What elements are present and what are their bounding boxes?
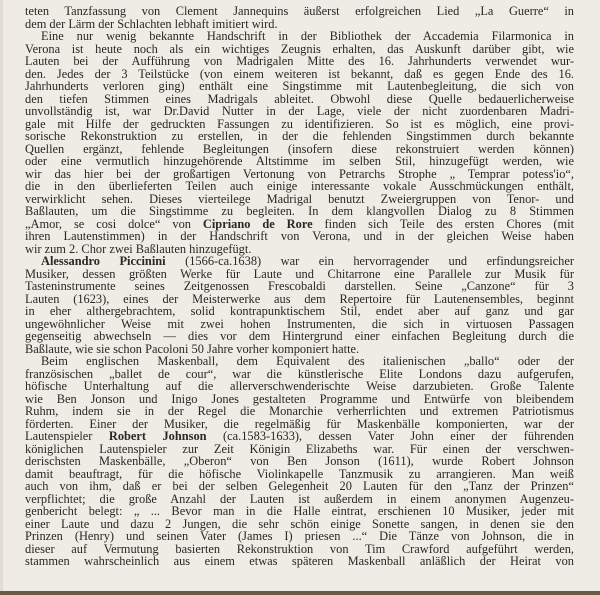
text-segment: wir zum 2. Chor zwei Baßlauten hinzugefügt. (25, 241, 252, 256)
text-segment: Lauten bei der Aufführung von Madrigalen Mitte des 16. Jahrhunderts verwendet wur- (25, 54, 574, 68)
text-segment: Beim englischen Maskenball, dem Equivalent des italienischen „ballo“ oder der (41, 354, 574, 368)
text-segment: „Amor, se cosi dolce“ von (25, 216, 203, 231)
text-segment: den tiefen Stimmen eines Madrigals ableitet. Obwohl diese Quelle bedauerlicherweise (25, 91, 574, 106)
text-segment: Lautenspieler (25, 429, 109, 443)
text-segment: genbericht belegt: „ ... Bevor man in die Halle eintrat, erschienen 10 Musiker, jeder mit (25, 504, 574, 518)
text-segment: (1566-ca.1638) war ein hervorragender und erfindungsreicher (165, 254, 574, 268)
text-segment: die in den überlieferten Teilen auch einige interessante vokale Ausschmückungen enthält, (25, 179, 574, 193)
text-segment: damit beauftragt, für die höfische Violinkapelle Tanzmusik zu arrangieren. Man weiß (25, 466, 574, 481)
page-edge (0, 0, 3, 595)
text-segment: Quellen ergänzt, fehlende Begleitungen (insofern diese rekonstruiert werden können) (25, 141, 574, 156)
text-segment: ihren Lautenstimmen) in der Handschrift von Verona, und in der gleichen Weise haben (25, 229, 574, 243)
text-segment: derischsten Maskenbälle, „Oberon“ von Ben Jonson (1611), wurde Robert Johnson (25, 454, 574, 468)
text-segment: Jahrhunderts verloren ging) enthält eine Singstimme mit Lautenbegleitung, die sich von (25, 79, 574, 93)
text-segment: (ca.1583-1633), dessen Vater John einer der führenden (206, 429, 574, 443)
text-segment: französischen „ballet de cour“, war die künstlerische Elite Londons dazu aufgerufen, (25, 366, 574, 381)
text-segment: Tasteninstrumente seines Zeitgenossen Frescobaldi darstellen. Seine „Canzone“ für 3 (25, 279, 574, 293)
text-segment: teten Tanzfassung von Clement Jannequins äußerst erfolgreichen Lied „La Guerre“ in (25, 4, 574, 18)
text-segment: gale mit Hilfe der gedruckten Fassungen zu identifizieren. So ist es möglich, eine provi- (25, 116, 574, 131)
text-segment: Eine nur wenig bekannte Handschrift in der Bibliothek der Accademia Filarmonica in (41, 29, 574, 43)
text-segment: den. Jedes der 3 Teilstücke (von einem weiteren ist bekannt, daß es gegen Ende des 16. (25, 66, 574, 81)
text-segment: höfische Unterhaltung auf die allerverschwenderischte Weise darzubieten. Große Talente (25, 379, 574, 393)
text-segment: dem der Lärm der Schlachten lebhaft imitiert wird. (25, 16, 278, 31)
bold-name: Cipriano de Rore (202, 216, 313, 231)
bold-name: Robert Johnson (108, 429, 207, 443)
text-segment: Prinzen (Henry) und seinen Vater (James I) priesen ...“ Die Tänze von Johnson, die in (25, 529, 574, 543)
page-bottom-edge (0, 591, 600, 595)
text-segment: verwirklicht sehen. Dieses vierteilege Madrigal benutzt Zweiergruppen von Tenor- und (25, 191, 574, 206)
text-segment: königlichen Lautenspieler zur Zeit Königin Elizabeths war. Für einen der verschwen- (25, 441, 574, 456)
text-segment: ungewöhnlicher Weise mit zwei hohen Instrumenten, die sich in virtuosen Passagen (25, 316, 574, 331)
text-segment: auch von ihm, daß er bei der selben Gelegenheit 20 Lauten für den „Tanz der Prinzen“ (25, 479, 574, 493)
text-segment: unvollständig ist, war Dr.David Nutter in der Lage, viele der nicht zuordenbaren Madri- (25, 104, 574, 118)
text-segment: wir das hier bei der großartigen Vertonung von Petrarchs Strophe „ Temprar potess'io“, (25, 166, 574, 181)
text-segment: Lauten (1623), eines der Meisterwerke aus dem Repertoire für Lautenensembles, beginnt (25, 291, 574, 306)
text-segment: verpflichtet; die große Anzahl der Lauten ist außerdem in einem anonymen Augenzeu- (25, 491, 574, 506)
text-segment: wie Ben Jonson und Inigo Jones gestalteten Programme und Entwürfe von bleibendem (25, 391, 574, 406)
text-segment: sorische Rekonstruktion zu erstellen, in der die fehlenden Singstimmen durch bekannte (25, 129, 574, 143)
text-segment: in eher althergebrachtem, solid kontrapunktischem Stil, endet aber auf ganz und gar (25, 304, 574, 318)
text-segment: Baßlauten, um die Singstimme zu begleiten. In dem klangvollen Dialog zu 8 Stimmen (25, 204, 574, 218)
text-segment: gegenseitig abwechseln — dies vor dem Hintergrund einer einfachen Begleitung durch die (25, 329, 574, 343)
text-segment: Verona ist heute noch als ein wichtiges Zeugnis erhalten, das Auskunft darüber gibt, wie (25, 41, 574, 56)
text-line (25, 555, 574, 568)
text-segment: stammen wahrscheinlich aus einem etwas späteren Maskenball anläßlich der Heirat von (25, 554, 574, 568)
text-segment: Musiker, dessen größten Werke für Laute und Chitarrone eine Parallele zur Musik für (25, 266, 574, 281)
document-text (25, 5, 574, 568)
bold-name: Alessandro Piccinini (41, 254, 166, 268)
text-segment: Ruhm, indem sie in der Regel die Monarchie verherrlichten und extremen Patriotismus (25, 404, 574, 418)
text-segment: förderten. Einer der Musiker, die regelmäßig für Maskenbälle komponierten, war der (25, 416, 574, 431)
text-segment: dieser auf Vermutung basierten Rekonstruktion von Tim Crawford aufgeführt werden, (25, 541, 574, 556)
text-segment: finden sich Teile des ersten Chores (mit (312, 216, 575, 231)
text-segment: Baßlaute, wie sie schon Pacoloni 50 Jahre vorher komponiert hatte. (25, 341, 360, 356)
text-segment: oder eine vermutlich hinzugehörende Altstimme im selben Stil, hinzugefügt werden, wie (25, 154, 574, 168)
text-segment: einer Laute und dazu 2 Jungen, die sehr schön einige Sonette sangen, in denen sie den (25, 516, 574, 531)
